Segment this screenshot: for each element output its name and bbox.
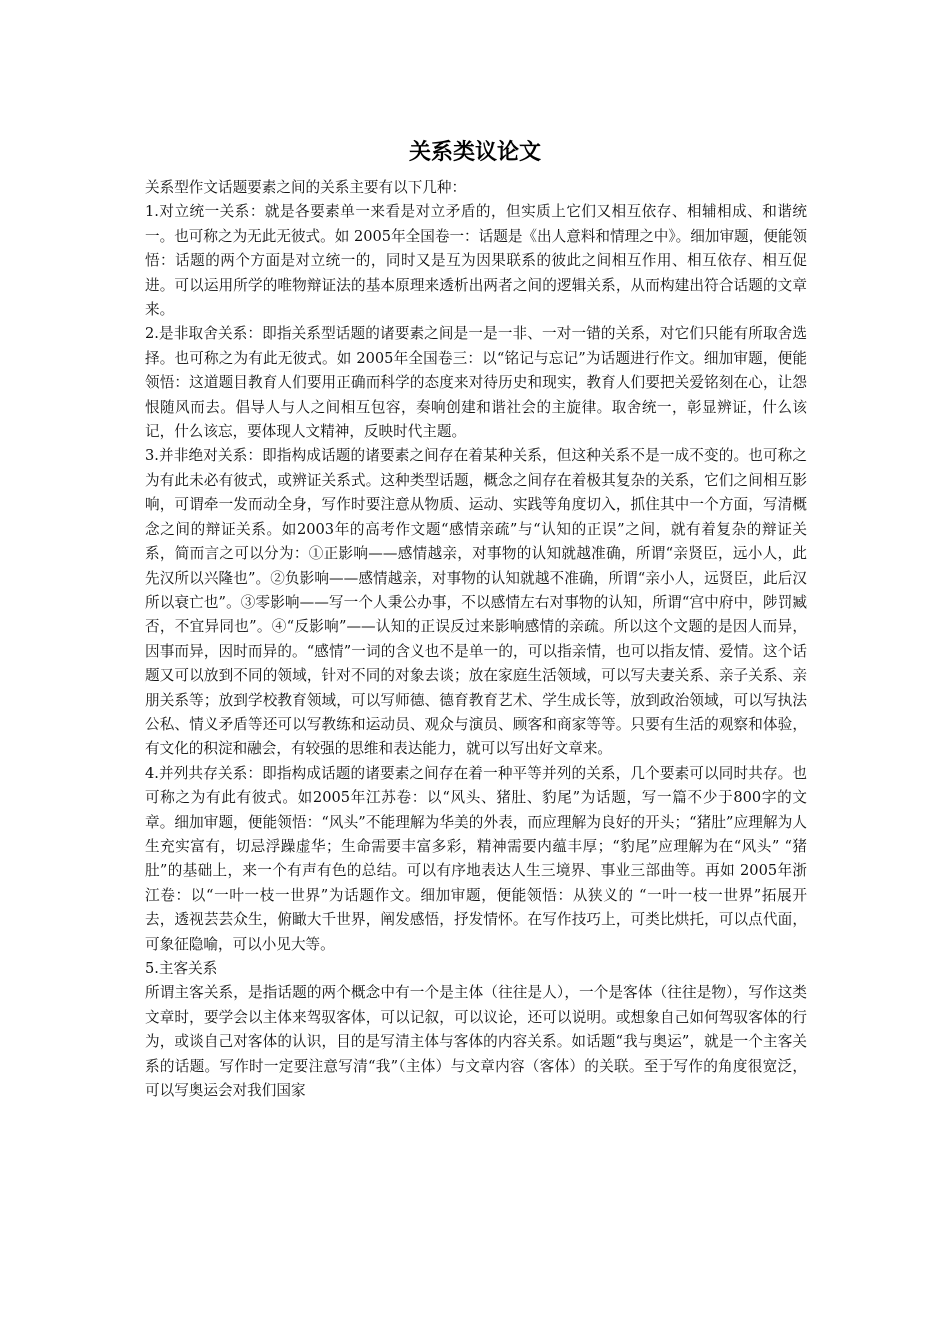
section-subject-object: 所谓主客关系，是指话题的两个概念中有一个是主体（往往是人），一个是客体（往往是物），写作这类文章时，要学会以主体来驾驭客体，可以记叙，可以议论，还可以说明。或想象自己如何驾驭客体的行为，或谈自己对客体的认识，目的是写清主体与客体的内容关系。如话题“我与奥运”，就是一个主客关系的话题。写作时一定要注意写清“我”（主体）与文章内容（客体）的关联。至于写作的角度很宽泛，可以写奥运会对我们国家 bbox=[145, 984, 807, 1100]
section-heading-subject-object: 5.主客关系 bbox=[145, 960, 218, 977]
section-right-wrong-choice: 2.是非取舍关系：即指关系型话题的诸要素之间是一是一非、一对一错的关系，对它们只能有所取舍选择。也可称之为有此无彼式。如 2005年全国卷三：以“铭记与忘记”为话题进行作文。细加审题，便能领悟：这道题目教育人们要用正确而科学的态度来对待历史和现实，教育人们要把关爱铭刻在心，让怨恨随风而去。倡导人与人之间相互包容，奏响创建和谐社会的主旋律。取舍统一，彰显辨证，什么该记，什么该忘，要体现人文精神，反映时代主题。 bbox=[145, 325, 807, 441]
intro-paragraph: 关系型作文话题要素之间的关系主要有以下几种： bbox=[145, 179, 467, 196]
section-parallel-coexistence: 4.并列共存关系：即指构成话题的诸要素之间存在着一种平等并列的关系，几个要素可以同时共存。也可称之为有此有彼式。如2005年江苏卷：以“风头、猪肚、豹尾”为话题，写一篇不少于800字的文章。细加审题，便能领悟：“风头”不能理解为华美的外表，而应理解为良好的开头；“猪肚”应理解为人生充实富有，切忌浮躁虚华；生命需要丰富多彩，精神需要内蕴丰厚；“豹尾”应理解为在“风头” “猪肚”的基础上，来一个有声有色的总结。可以有序地表达人生三境界、事业三部曲等。再如 2005年浙江卷：以“一叶一枝一世界”为话题作文。细加审题，便能领悟：从狭义的 “一叶一枝一世界”拓展开去，透视芸芸众生，俯瞰大千世界，阐发感悟，抒发情怀。在写作技巧上，可类比烘托，可以点代面，可象征隐喻，可以小见大等。 bbox=[145, 764, 807, 953]
section-opposition-unity: 1.对立统一关系：就是各要素单一来看是对立矛盾的，但实质上它们又相互依存、相辅相成、和谐统一。也可称之为无此无彼式。如 2005年全国卷一：话题是《出人意料和情理之中》。细加审题，便能领悟：话题的两个方面是对立统一的，同时又是互为因果联系的彼此之间相互作用、相互依存、相互促进。可以运用所学的唯物辩证法的基本原理来透析出两者之间的逻辑关系，从而构建出符合话题的文章来。 bbox=[145, 203, 808, 319]
document-body bbox=[145, 176, 807, 1103]
section-non-absolute: 3.并非绝对关系：即指构成话题的诸要素之间存在着某种关系，但这种关系不是一成不变的。也可称之为有此未必有彼式，或辨证关系式。这种类型话题，概念之间存在着极其复杂的关系，它们之间相互影响，可谓牵一发而动全身，写作时要注意从物质、运动、实践等角度切入，抓住其中一个方面，写清概念之间的辩证关系。如2003年的高考作文题“感情亲疏”与“认知的正误”之间，就有着复杂的辩证关系，简而言之可以分为：①正影响——感情越亲，对事物的认知就越准确，所谓“亲贤臣，远小人，此先汉所以兴隆也”。②负影响——感情越亲，对事物的认知就越不准确，所谓“亲小人，远贤臣，此后汉所以衰亡也”。③零影响——写一个人秉公办事，不以感情左右对事物的认知，所谓“宫中府中，陟罚臧否，不宜异同也”。④“反影响”——认知的正误反过来影响感情的亲疏。所以这个文题的是因人而异，因事而异，因时而异的。“感情”一词的含义也不是单一的，可以指亲情，也可以指友情、爱情。这个话题又可以放到不同的领域，针对不同的对象去谈；放在家庭生活领域，可以写夫妻关系、亲子关系、亲朋关系等；放到学校教育领域，可以写师德、德育教育艺术、学生成长等，放到政治领域，可以写执法公私、情义矛盾等还可以写教练和运动员、观众与演员、顾客和商家等等。只要有生活的观察和体验，有文化的积淀和融会，有较强的思维和表达能力，就可以写出好文章来。 bbox=[145, 447, 807, 758]
document-title: 关系类议论文 bbox=[408, 139, 541, 165]
